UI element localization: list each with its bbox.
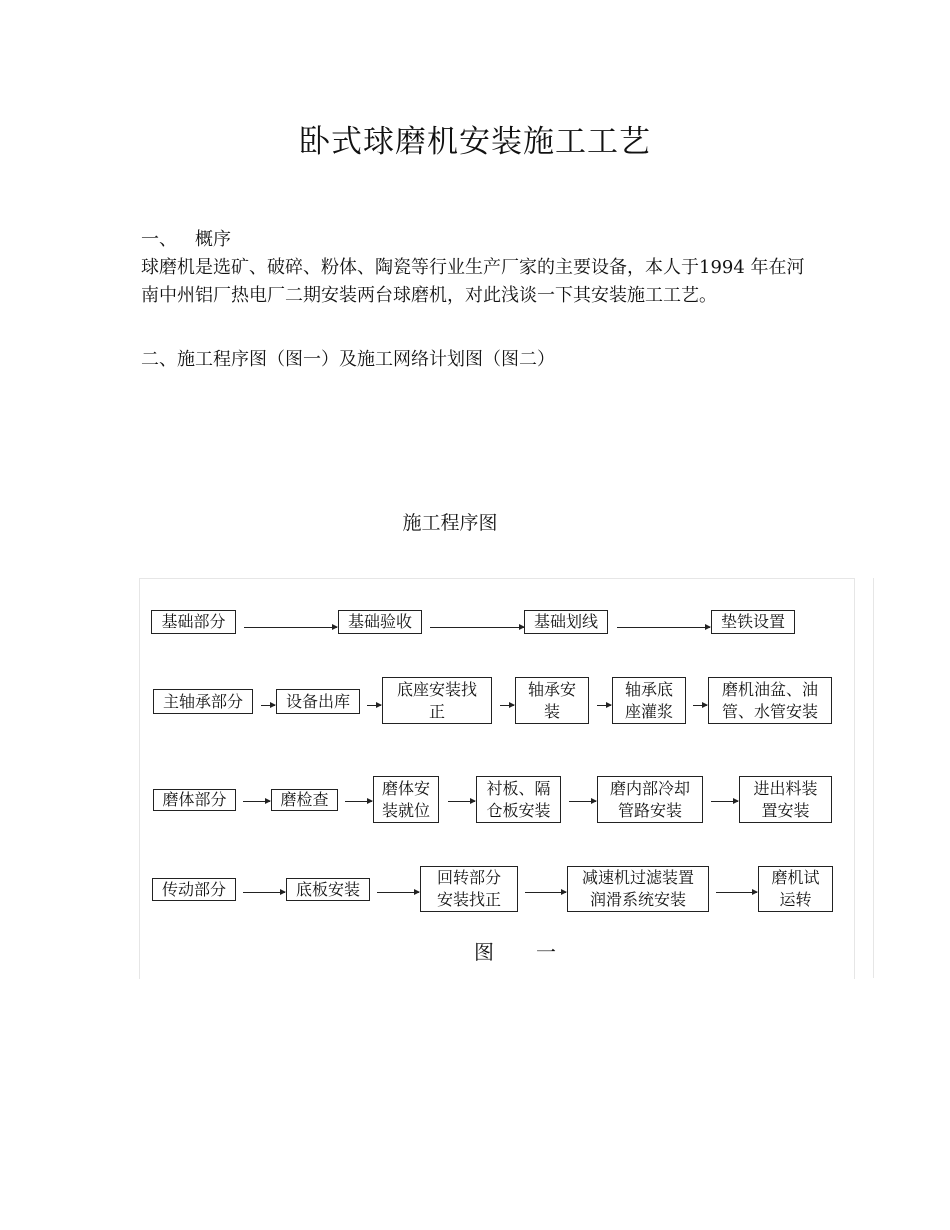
section-2-heading: 二、施工程序图（图一）及施工网络计划图（图二） [141, 349, 555, 370]
step-mill-body-positioning: 磨体安 装就位 [373, 776, 439, 823]
flow-arrow [448, 801, 475, 802]
flow-arrow [243, 892, 285, 893]
flow-arrow [525, 892, 566, 893]
step-trial-run: 磨机试 运转 [758, 866, 833, 912]
flow-arrow [261, 705, 275, 706]
step-oil-water-pipes: 磨机油盆、油 管、水管安装 [708, 677, 832, 724]
section-1-body: 球磨机是选矿、破碎、粉体、陶瓷等行业生产厂家的主要设备，本人于1994 年在河南中州铝厂热电厂二期安装两台球磨机，对此浅谈一下其安装施工工艺。 [141, 257, 805, 306]
section-1-number: 一、 [141, 229, 177, 250]
step-base-alignment: 底座安装找 正 [382, 677, 492, 724]
step-shim-setting: 垫铁设置 [711, 610, 795, 634]
flow-arrow [597, 705, 611, 706]
step-feed-discharge: 进出料装 置安装 [739, 776, 832, 823]
document-title: 卧式球磨机安装施工工艺 [299, 124, 651, 160]
step-bearing-install: 轴承安 装 [515, 677, 589, 724]
step-foundation-acceptance: 基础验收 [338, 610, 422, 634]
flow-arrow [367, 705, 381, 706]
flow-arrow [244, 627, 337, 628]
figure-frame-edge [873, 578, 874, 978]
step-reducer-lubrication: 减速机过滤装置 润滑系统安装 [567, 866, 709, 912]
step-equipment-out: 设备出库 [276, 689, 360, 714]
step-baseplate-install: 底板安装 [286, 878, 370, 901]
step-cooling-pipes: 磨内部冷却 管路安装 [597, 776, 703, 823]
flow-arrow [716, 892, 757, 893]
step-foundation-marking: 基础划线 [524, 610, 608, 634]
step-liner-partition: 衬板、隔 仓板安装 [476, 776, 561, 823]
flow-arrow [345, 801, 372, 802]
flow-arrow [711, 801, 738, 802]
flow-arrow [500, 705, 514, 706]
step-mill-inspection: 磨检查 [271, 789, 338, 811]
flow-arrow [430, 627, 524, 628]
step-transmission-part: 传动部分 [152, 878, 236, 901]
flow-arrow [569, 801, 596, 802]
flow-arrow [693, 705, 707, 706]
section-1-heading [141, 226, 821, 254]
flow-arrow [617, 627, 710, 628]
section-1-title: 概序 [195, 229, 231, 250]
step-mill-body-part: 磨体部分 [153, 789, 236, 811]
step-bearing-base-grouting: 轴承底 座灌浆 [612, 677, 686, 724]
step-rotating-alignment: 回转部分 安装找正 [420, 866, 518, 912]
figure-title: 施工程序图 [402, 512, 498, 534]
step-foundation-part: 基础部分 [151, 610, 236, 634]
flow-arrow [243, 801, 270, 802]
flow-arrow [377, 892, 419, 893]
step-main-bearing-part: 主轴承部分 [153, 689, 253, 714]
figure-caption: 图一 [474, 940, 598, 964]
